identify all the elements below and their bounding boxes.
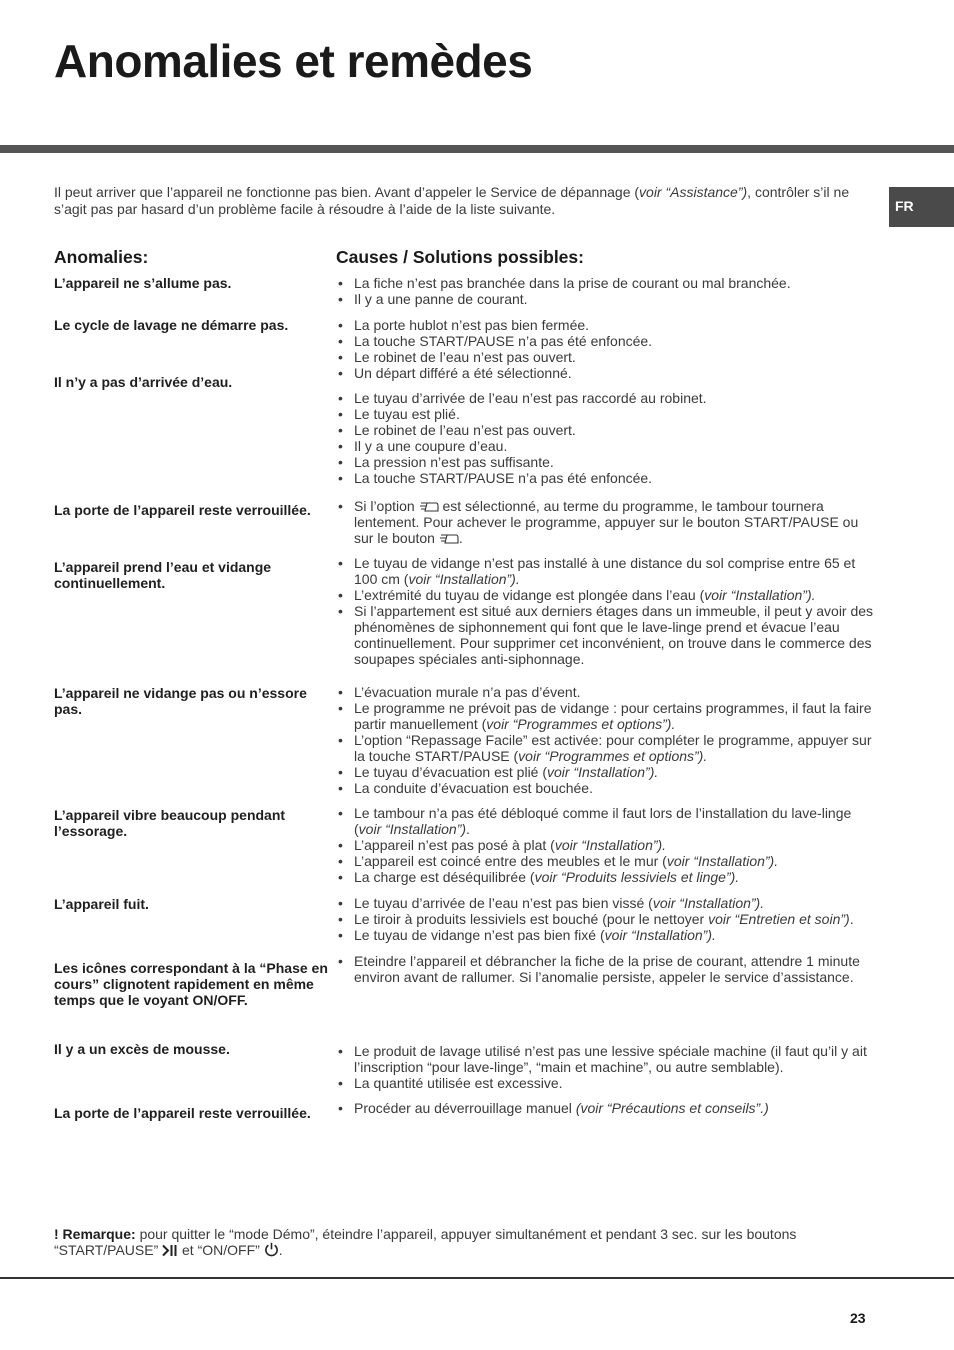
causes-list — [336, 275, 874, 307]
easy-iron-icon — [419, 500, 439, 513]
cause-item: • Si l’option est sélectionné, au terme du programme, le tambour tournera lentement. Pour achever le programme, appuyer sur le bouton START/PAUSE ou sur le bouton . — [336, 498, 874, 546]
cause-item: • Le tuyau d’arrivée de l’eau n’est pas raccordé au robinet. — [336, 390, 874, 406]
language-tab: FR — [889, 187, 954, 227]
cause-item: • Le robinet de l’eau n’est pas ouvert. — [336, 349, 874, 365]
cause-item: • Le tiroir à produits lessiviels est bouché (pour le nettoyer voir “Entretien et soin”). — [336, 911, 874, 927]
anomaly-label: L’appareil prend l’eau et vidange continuellement. — [54, 559, 272, 591]
causes-list — [336, 498, 874, 546]
cause-item: • L’extrémité du tuyau de vidange est plongée dans l’eau (voir “Installation”). — [336, 587, 874, 603]
anomaly-label: Il y a un excès de mousse. — [54, 1041, 230, 1057]
anomaly-label: L’appareil ne s’allume pas. — [54, 275, 232, 291]
easy-iron-icon — [439, 532, 459, 545]
cause-item: • L’option “Repassage Facile” est activée: pour compléter le programme, appuyer sur la touche START/PAUSE (voir “Programmes et options”). — [336, 732, 874, 764]
cause-item: • L’évacuation murale n’a pas d’évent. — [336, 684, 874, 700]
causes-list — [336, 555, 874, 667]
intro-paragraph: Il peut arriver que l’appareil ne fonctionne pas bien. Avant d’appeler le Service de dépannage (voir “Assistance”), contrôler s’il ne s’agit pas par hasard d’un problème facile à résoudre à l’aide de la liste suivante. — [54, 184, 850, 217]
cause-item: • La charge est déséquilibrée (voir “Produits lessiviels et linge”). — [336, 869, 874, 885]
anomaly-label: La porte de l’appareil reste verrouillée. — [54, 1105, 311, 1121]
cause-item: • Le tuyau est plié. — [336, 406, 874, 422]
anomaly-label: La porte de l’appareil reste verrouillée. — [54, 502, 311, 518]
cause-item: • Le programme ne prévoit pas de vidange : pour certains programmes, il faut la faire partir manuellement (voir “Programmes et options”). — [336, 700, 874, 732]
anomaly-label: Les icônes correspondant à la “Phase en cours” clignotent rapidement en même temps que le voyant ON/OFF. — [54, 960, 328, 1008]
remark-note: ! Remarque: pour quitter le “mode Démo”, éteindre l’appareil, appuyer simultanément et pendant 3 sec. sur les boutons “START/PAUSE” et “ON/OFF” . — [54, 1226, 797, 1258]
causes-list — [336, 1100, 874, 1116]
power-icon — [264, 1242, 279, 1257]
cause-item: • La pression n’est pas suffisante. — [336, 454, 874, 470]
anomaly-label: L’appareil vibre beaucoup pendant l’essorage. — [54, 807, 286, 839]
cause-item: • Il y a une coupure d’eau. — [336, 438, 874, 454]
cause-item: • Eteindre l’appareil et débrancher la fiche de la prise de courant, attendre 1 minute environ avant de rallumer. Si l’anomalie persiste, appeler le service d’assistance. — [336, 953, 874, 985]
causes-heading: Causes / Solutions possibles: — [336, 247, 584, 267]
cause-item: • Un départ différé a été sélectionné. — [336, 365, 874, 381]
cause-item: • Procéder au déverrouillage manuel (voir “Précautions et conseils”.) — [336, 1100, 874, 1116]
page-number: 23 — [850, 1310, 866, 1326]
cause-item: • La conduite d’évacuation est bouchée. — [336, 780, 874, 796]
cause-item: • Le robinet de l’eau n’est pas ouvert. — [336, 422, 874, 438]
causes-list — [336, 390, 874, 486]
top-rule — [0, 145, 954, 153]
cause-item: • La touche START/PAUSE n’a pas été enfoncée. — [336, 333, 874, 349]
causes-list — [336, 895, 874, 943]
cause-item: • Le tuyau de vidange n’est pas bien fixé (voir “Installation”). — [336, 927, 874, 943]
cause-item: • Le tambour n’a pas été débloqué comme il faut lors de l’installation du lave-linge (voir “Installation”). — [336, 805, 874, 837]
cause-item: • Si l’appartement est situé aux derniers étages dans un immeuble, il peut y avoir des phénomènes de siphonnement qui font que le lave-linge prend et évacue l’eau continuellement. Pour supprimer cet inconvénient, on trouve dans le commerce des soupapes spéciales anti-siphonnage. — [336, 603, 874, 667]
anomaly-label: Il n’y a pas d’arrivée d’eau. — [54, 374, 233, 390]
cause-item: • La porte hublot n’est pas bien fermée. — [336, 317, 874, 333]
causes-list — [336, 805, 874, 885]
anomalies-heading: Anomalies: — [54, 247, 149, 267]
bottom-rule — [0, 1277, 954, 1279]
start-pause-icon — [162, 1244, 178, 1257]
cause-item: • Le tuyau d’arrivée de l’eau n’est pas bien vissé (voir “Installation”). — [336, 895, 874, 911]
causes-list — [336, 1043, 874, 1091]
causes-list — [336, 953, 874, 985]
cause-item: • Le tuyau de vidange n’est pas installé à une distance du sol comprise entre 65 et 100 cm (voir “Installation”). — [336, 555, 874, 587]
anomaly-label: L’appareil ne vidange pas ou n’essore pas. — [54, 685, 307, 717]
causes-list — [336, 317, 874, 381]
causes-list — [336, 684, 874, 796]
cause-item: • Le produit de lavage utilisé n’est pas une lessive spéciale machine (il faut qu’il y ait l’inscription “pour lave-linge”, “main et machine”, ou autre semblable). — [336, 1043, 874, 1075]
cause-item: • Il y a une panne de courant. — [336, 291, 874, 307]
anomaly-label: L’appareil fuit. — [54, 896, 149, 912]
cause-item: • La touche START/PAUSE n’a pas été enfoncée. — [336, 470, 874, 486]
page-title: Anomalies et remèdes — [54, 35, 533, 87]
cause-item: • L’appareil est coincé entre des meubles et le mur (voir “Installation”). — [336, 853, 874, 869]
cause-item: • La fiche n’est pas branchée dans la prise de courant ou mal branchée. — [336, 275, 874, 291]
cause-item: • Le tuyau d’évacuation est plié (voir “Installation”). — [336, 764, 874, 780]
cause-item: • L’appareil n’est pas posé à plat (voir “Installation”). — [336, 837, 874, 853]
anomaly-label: Le cycle de lavage ne démarre pas. — [54, 317, 289, 333]
cause-item: • La quantité utilisée est excessive. — [336, 1075, 874, 1091]
